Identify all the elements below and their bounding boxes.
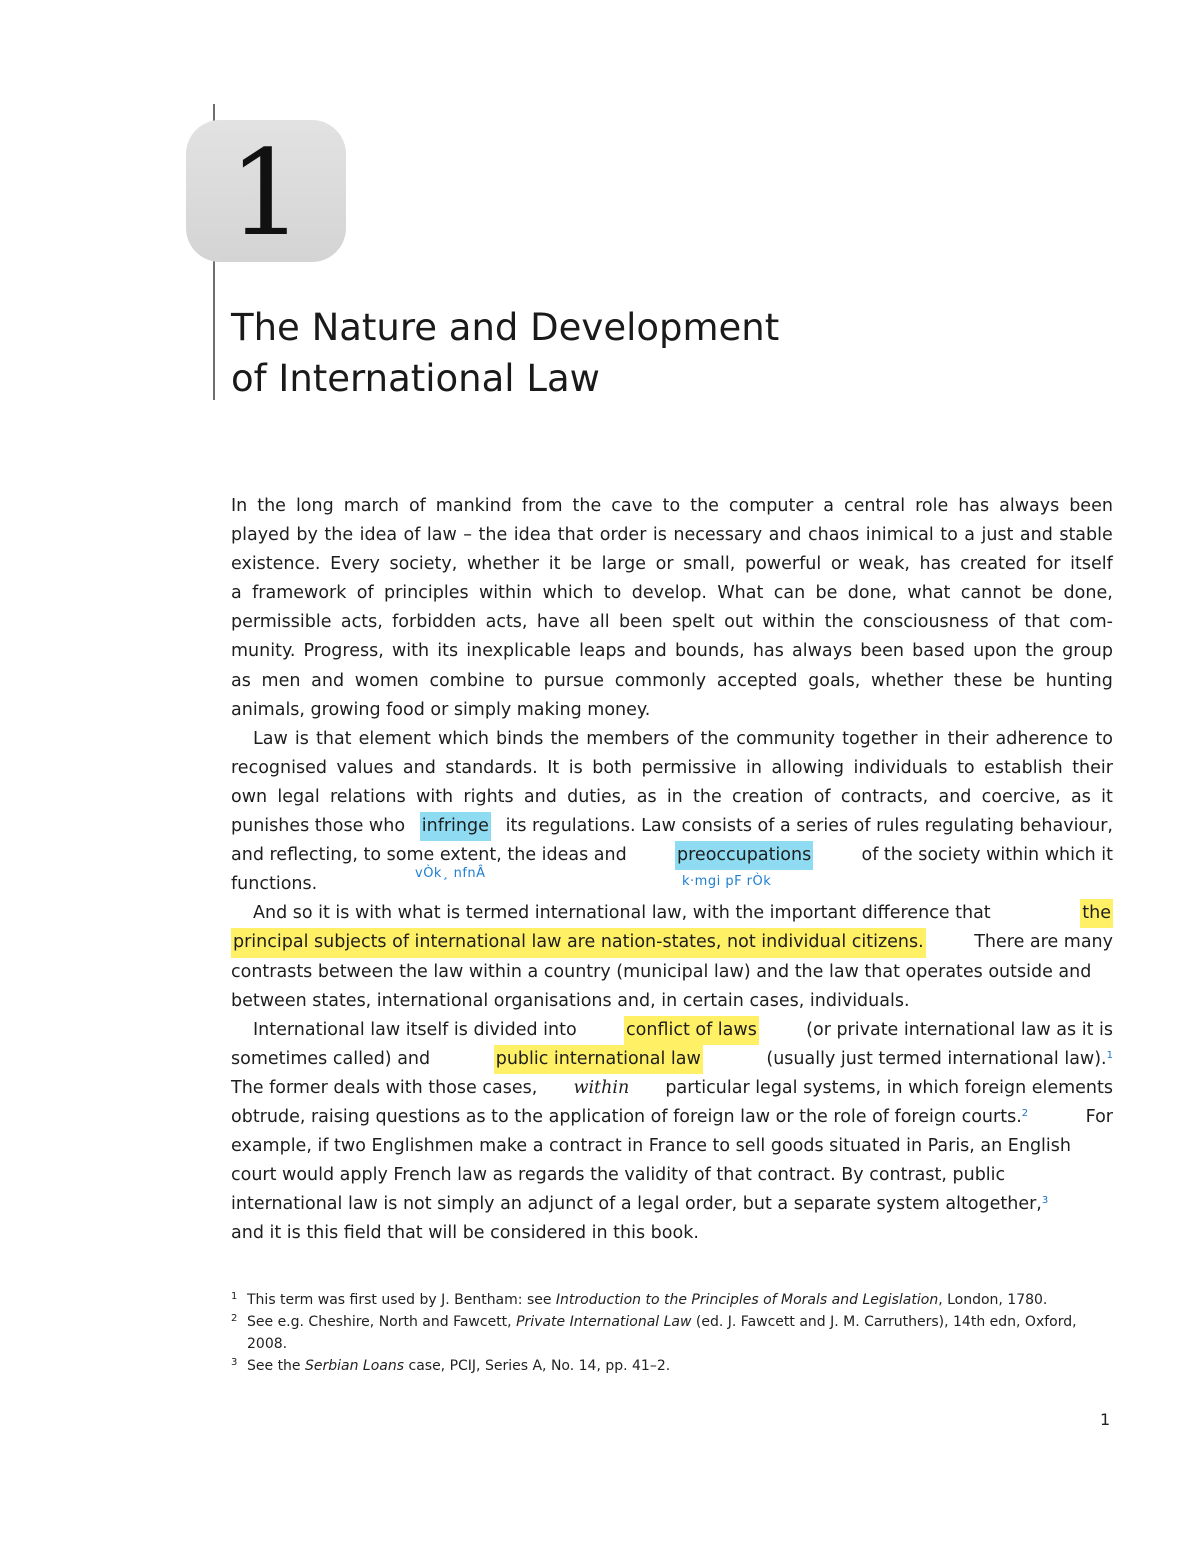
- word: group: [1062, 641, 1113, 662]
- footnote-text: , London, 1780.: [938, 1292, 1048, 1308]
- word: its: [437, 641, 459, 662]
- word: been: [618, 612, 663, 633]
- paragraph-line: [231, 667, 1113, 696]
- footnote-title: Introduction to the Principles of Morals and Legislation: [555, 1292, 939, 1308]
- word: a: [231, 583, 242, 604]
- word: forbidden: [392, 612, 477, 633]
- word: commonly: [614, 670, 707, 691]
- word: legal: [277, 786, 320, 807]
- footnote-title: Serbian Loans: [305, 1358, 405, 1374]
- word: to: [662, 496, 681, 516]
- text-run-with-footnote: [231, 1103, 1028, 1132]
- word: framework: [252, 583, 347, 604]
- word: role: [915, 496, 949, 516]
- word: existence.: [231, 554, 321, 575]
- word: society,: [389, 554, 458, 575]
- word: –: [463, 525, 473, 546]
- word: and: [311, 670, 345, 691]
- word: animals, growing food or simply making money.: [231, 699, 651, 720]
- footnote-title: Private International Law: [516, 1314, 692, 1330]
- word: law: [426, 525, 457, 546]
- word: and: [402, 757, 436, 778]
- paragraph-line: [231, 958, 1113, 987]
- word: in: [745, 757, 762, 778]
- paragraph-line: [231, 754, 1113, 783]
- word: Law: [253, 728, 288, 749]
- word: done,: [847, 583, 898, 604]
- word: been: [1069, 496, 1113, 516]
- paragraph-line: [231, 1161, 1113, 1190]
- word: What: [717, 583, 764, 604]
- text-run-with-footnote: [231, 1190, 1048, 1219]
- word: accepted: [716, 670, 798, 691]
- annotation-infringe: vÒk¸ nfnÂ: [415, 866, 486, 881]
- text-run: contrasts between the law within a country (municipal law) and the law that operates outside and: [231, 961, 1092, 982]
- chapter-number: 1: [228, 124, 304, 262]
- text-run: For: [1085, 1106, 1113, 1127]
- word: has: [752, 641, 784, 662]
- highlight-infringe[interactable]: infringe: [420, 812, 491, 841]
- paragraph-line: [231, 550, 1113, 579]
- paragraph-line: [231, 1132, 1113, 1161]
- text-run: International law itself is divided into: [253, 1019, 577, 1040]
- footnote-1: [231, 1289, 1113, 1311]
- word: has: [919, 554, 951, 575]
- word: whether: [870, 670, 944, 691]
- word: both: [592, 757, 633, 778]
- word: by: [296, 525, 318, 546]
- word: or: [830, 554, 849, 575]
- text-run: (or private international law as it is: [806, 1019, 1113, 1040]
- word: small,: [683, 554, 736, 575]
- word: be: [1013, 670, 1035, 691]
- word: acts,: [485, 612, 528, 633]
- word: done,: [1063, 583, 1113, 604]
- text-run: The former deals with those cases,: [231, 1077, 538, 1098]
- paragraph-line: [231, 1016, 1113, 1045]
- paragraph-4: [231, 1016, 1113, 1249]
- word: their: [947, 728, 989, 749]
- word: duties,: [567, 786, 627, 807]
- word: the: [478, 525, 508, 546]
- word: values: [336, 757, 394, 778]
- word: long: [295, 496, 334, 516]
- word: whether: [466, 554, 540, 575]
- paragraph-line: [231, 812, 1113, 841]
- text-run: (usually just termed international law).: [766, 1048, 1107, 1069]
- chapter-title-line-1: The Nature and Development: [231, 306, 780, 349]
- paragraph-line: [231, 696, 1113, 725]
- word: inimical: [865, 525, 934, 546]
- word: a: [823, 496, 835, 516]
- word: based: [912, 641, 965, 662]
- highlight-the[interactable]: the: [1080, 899, 1113, 928]
- word: recognised: [231, 757, 327, 778]
- word: march: [343, 496, 399, 516]
- paragraph-line: [231, 783, 1113, 812]
- footnote-text: case, PCIJ, Series A, No. 14, pp. 41–2.: [404, 1358, 671, 1374]
- word: from: [521, 496, 563, 516]
- word: order: [599, 525, 647, 546]
- word: to: [957, 757, 975, 778]
- word: always: [999, 496, 1060, 516]
- emphasis-within: within: [573, 1077, 630, 1098]
- text-run: international law is not simply an adjunct of a legal order, but a separate system altogether,: [231, 1194, 1042, 1215]
- word: of: [676, 728, 694, 749]
- word: central: [844, 496, 906, 516]
- word: the: [257, 496, 286, 516]
- word: community: [736, 728, 835, 749]
- word: own: [231, 786, 268, 807]
- footnote-number: 2: [231, 1313, 238, 1324]
- word: computer: [728, 496, 814, 516]
- word: which: [542, 583, 594, 604]
- footnote-number: 1: [231, 1291, 238, 1302]
- word: permissible: [231, 612, 332, 633]
- word: to: [940, 525, 958, 546]
- word: and: [633, 641, 667, 662]
- word: women: [354, 670, 419, 691]
- word: chaos: [808, 525, 860, 546]
- word: played: [231, 525, 290, 546]
- paragraph-2: [231, 725, 1113, 900]
- word: and: [938, 786, 972, 807]
- word: and: [523, 786, 557, 807]
- word: the: [572, 496, 602, 516]
- text-run: particular legal systems, in which foreign elements: [665, 1077, 1113, 1098]
- text-run: example, if two Englishmen make a contract in France to sell goods situated in Paris, an English: [231, 1136, 1071, 1157]
- word: what: [907, 583, 951, 604]
- paragraph-1: [231, 492, 1113, 725]
- word: stable: [1059, 525, 1113, 546]
- word: bounds,: [674, 641, 745, 662]
- footnote-text: This term was first used by J. Bentham: see: [247, 1292, 556, 1308]
- word: of: [403, 525, 421, 546]
- word: men: [261, 670, 301, 691]
- word: inexplicable: [466, 641, 571, 662]
- text-run: obtrude, raising questions as to the application of foreign law or the role of foreign courts.: [231, 1106, 1022, 1127]
- word: within: [478, 583, 533, 604]
- text-run: its regulations. Law consists of a series of rules regulating behaviour,: [505, 816, 1113, 837]
- word: individuals: [853, 757, 948, 778]
- word: a: [964, 525, 975, 546]
- word: the: [690, 496, 719, 516]
- word: created: [960, 554, 1027, 575]
- word: permissive: [641, 757, 737, 778]
- footnote-ref-3[interactable]: 3: [1041, 1195, 1049, 1207]
- paragraph-line: [231, 1190, 1113, 1219]
- word: binds: [496, 728, 544, 749]
- word: the: [824, 612, 854, 633]
- word: goals,: [808, 670, 861, 691]
- page-number: 1: [1100, 1410, 1111, 1429]
- chapter-title: [231, 302, 779, 404]
- paragraph-line: [231, 637, 1113, 666]
- word: always: [791, 641, 853, 662]
- paragraph-line: [231, 1219, 1113, 1248]
- word: the: [700, 728, 730, 749]
- text-run-with-footnote: [766, 1045, 1113, 1074]
- text-run: sometimes called) and: [231, 1048, 431, 1069]
- word: consciousness: [862, 612, 989, 633]
- word: is: [568, 757, 583, 778]
- word: coercive,: [981, 786, 1061, 807]
- paragraph-line: [231, 899, 1113, 928]
- word: standards.: [445, 757, 538, 778]
- word: In: [231, 496, 248, 516]
- text-run: punishes those who: [231, 816, 406, 837]
- word: is: [294, 728, 309, 749]
- text-run: functions.: [231, 874, 318, 895]
- footnote-text: (ed. J. Fawcett and J. M. Carruthers), 14th edn, Oxford, 2008.: [247, 1314, 1077, 1352]
- word: as: [1070, 786, 1091, 807]
- highlight-public-international-law[interactable]: public international law: [494, 1045, 703, 1074]
- word: relations: [329, 786, 406, 807]
- word: to: [1095, 728, 1113, 749]
- word: as: [636, 786, 657, 807]
- word: the: [324, 525, 354, 546]
- word: that: [1024, 612, 1060, 633]
- word: is: [652, 525, 667, 546]
- word: combine: [429, 670, 505, 691]
- highlight-conflict-of-laws[interactable]: conflict of laws: [624, 1016, 759, 1045]
- word: idea: [513, 525, 552, 546]
- word: as: [231, 670, 251, 691]
- paragraph-line: [231, 928, 1113, 957]
- word: Every: [330, 554, 380, 575]
- word: which: [437, 728, 489, 749]
- word: in: [666, 786, 683, 807]
- paragraph-line: [231, 1103, 1113, 1132]
- word: all: [589, 612, 610, 633]
- word: be: [1031, 583, 1054, 604]
- word: large: [601, 554, 646, 575]
- word: spelt: [672, 612, 715, 633]
- paragraph-line: [231, 841, 1113, 870]
- text-run: of the society within which it: [861, 845, 1113, 866]
- word: it: [548, 554, 561, 575]
- word: the: [693, 786, 722, 807]
- word: for: [1036, 554, 1061, 575]
- word: to: [603, 583, 622, 604]
- word: just: [981, 525, 1014, 546]
- word: contracts,: [840, 786, 929, 807]
- word: be: [570, 554, 592, 575]
- word: powerful: [744, 554, 822, 575]
- word: Progress,: [303, 641, 384, 662]
- word: establish: [984, 757, 1063, 778]
- text-run: and reflecting, to some extent, the ideas and: [231, 845, 627, 866]
- footnote-text: See e.g. Cheshire, North and Fawcett,: [247, 1314, 517, 1330]
- word: have: [536, 612, 580, 633]
- word: of: [998, 612, 1015, 633]
- word: It: [547, 757, 560, 778]
- word: can: [773, 583, 806, 604]
- word: adherence: [995, 728, 1089, 749]
- footnote-ref-2[interactable]: 2: [1021, 1107, 1029, 1119]
- paragraph-line: [231, 579, 1113, 608]
- paragraph-line: [231, 725, 1113, 754]
- word: that: [557, 525, 594, 546]
- word: these: [953, 670, 1003, 691]
- word: mankind: [435, 496, 512, 516]
- paragraph-line: [231, 1074, 1113, 1103]
- word: weak,: [858, 554, 910, 575]
- word: rights: [463, 786, 514, 807]
- word: necessary: [673, 525, 763, 546]
- word: creation: [732, 786, 804, 807]
- word: upon: [973, 641, 1018, 662]
- word: that: [316, 728, 352, 749]
- word: or: [655, 554, 674, 575]
- word: acts,: [340, 612, 383, 633]
- word: with: [416, 786, 454, 807]
- word: idea: [359, 525, 398, 546]
- paragraph-line: [231, 492, 1113, 521]
- paragraph-line: [231, 521, 1113, 550]
- word: be: [815, 583, 838, 604]
- word: with: [391, 641, 430, 662]
- word: it: [1101, 786, 1113, 807]
- footnote-3: [231, 1355, 1113, 1377]
- footnote-ref-1[interactable]: 1: [1106, 1049, 1113, 1061]
- paragraph-3: [231, 899, 1113, 1015]
- text-run: and it is this field that will be considered in this book.: [231, 1223, 699, 1244]
- word: munity.: [231, 641, 296, 662]
- word: pursue: [543, 670, 605, 691]
- text-run: And so it is with what is termed international law, with the important difference that: [253, 903, 991, 924]
- word: has: [958, 496, 990, 516]
- word: within: [762, 612, 816, 633]
- paragraph-line: [231, 1045, 1113, 1074]
- word: out: [724, 612, 753, 633]
- word: to: [515, 670, 533, 691]
- word: of: [813, 786, 831, 807]
- word: element: [358, 728, 431, 749]
- word: members: [586, 728, 670, 749]
- word: the: [1025, 641, 1055, 662]
- word: principles: [383, 583, 469, 604]
- text-run: There are many: [974, 932, 1113, 953]
- word: been: [860, 641, 904, 662]
- word: and: [768, 525, 802, 546]
- text-run: court would apply French law as regards the validity of that contract. By contrast, public: [231, 1165, 1006, 1186]
- word: cave: [611, 496, 653, 516]
- word: of: [356, 583, 374, 604]
- word: together: [842, 728, 918, 749]
- paragraph-line: [231, 987, 1113, 1016]
- chapter-title-line-2: of International Law: [231, 357, 600, 400]
- word: leaps: [579, 641, 626, 662]
- word: the: [550, 728, 580, 749]
- word: hunting: [1045, 670, 1113, 691]
- word: allowing: [771, 757, 844, 778]
- word: develop.: [631, 583, 707, 604]
- paragraph-line: [231, 870, 1113, 899]
- paragraph-line: [231, 608, 1113, 637]
- footnote-number: 3: [231, 1357, 238, 1368]
- footnote-2: [231, 1311, 1113, 1355]
- footnote-text: See the: [247, 1358, 305, 1374]
- body-text: [231, 492, 1113, 1248]
- word: of: [408, 496, 426, 516]
- highlight-preoccupations[interactable]: preoccupations: [675, 841, 813, 870]
- footnotes: [231, 1289, 1113, 1377]
- word: cannot: [960, 583, 1021, 604]
- word: in: [924, 728, 941, 749]
- annotation-preoccupations: k·mgi pF rÒk: [682, 874, 772, 889]
- word: com-: [1069, 612, 1113, 633]
- word: their: [1072, 757, 1113, 778]
- text-run: between states, international organisations and, in certain cases, individuals.: [231, 990, 910, 1011]
- word: itself: [1070, 554, 1113, 575]
- highlight-principal-subjects[interactable]: principal subjects of international law are nation-states, not individual citizens.: [231, 928, 926, 957]
- word: and: [1019, 525, 1053, 546]
